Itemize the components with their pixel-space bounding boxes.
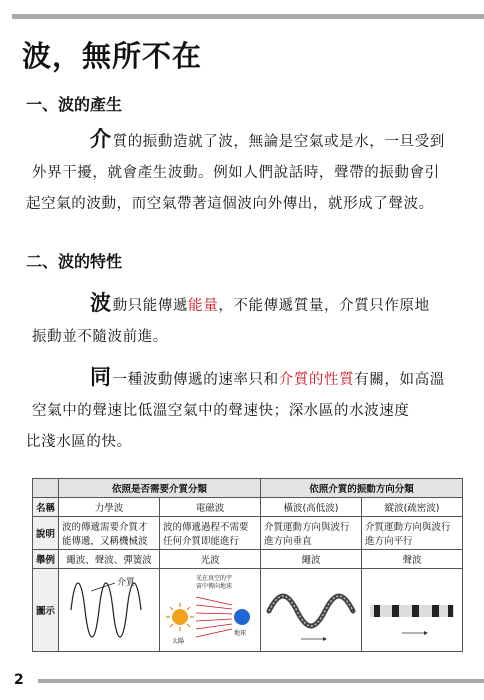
section2-p2-post: 有關，如高溫	[354, 372, 445, 388]
cell-line: 介質運動方向與波行	[264, 522, 350, 533]
section2-p1-lead-char: 波	[90, 291, 112, 315]
light-caption-1: 光在真空的宇	[196, 575, 233, 582]
section1-lead-char: 介	[90, 127, 112, 151]
section1-heading: 一、波的產生	[26, 95, 123, 114]
light-wave-illustration	[160, 569, 261, 652]
table-cell	[160, 517, 261, 550]
row-label-illus: 圖示	[33, 569, 59, 652]
table-cell: 橫波(高低波)	[261, 498, 362, 517]
section2-p1-pre: 動只能傳遞	[112, 298, 189, 314]
section2-p1-line2: 振動並不隨波前進。	[32, 329, 168, 345]
section1-paragraph	[26, 124, 445, 220]
cell-line: 任何介質即能進行	[163, 536, 240, 547]
table-cell: 縱波(疏密波)	[362, 498, 463, 517]
section2-p2-line2: 空氣中的聲速比低溫空氣中的聲速快；深水區的水波速度	[32, 403, 410, 419]
table-cell: 光波	[160, 550, 261, 569]
table-corner	[33, 479, 59, 498]
longitudinal-wave-illustration	[362, 569, 463, 652]
sun-earth-icon	[160, 569, 260, 651]
section2-heading: 二、波的特性	[26, 252, 123, 271]
section2-paragraph1	[26, 288, 430, 353]
table-cell	[59, 517, 160, 550]
mechanical-wave-illustration	[59, 569, 160, 652]
wave-classification-table	[32, 478, 463, 652]
section2-p2-highlight: 介質的性質	[278, 372, 355, 388]
table-row	[33, 569, 463, 652]
earth-icon	[234, 609, 250, 625]
sun-label: 太陽	[172, 638, 185, 645]
cell-line: 進方向垂直	[264, 536, 312, 547]
table-group-medium: 依照是否需要介質分類	[59, 479, 261, 498]
table-row	[33, 550, 463, 569]
bottom-rule	[38, 679, 484, 683]
sun-icon	[166, 603, 194, 631]
table-row	[33, 517, 463, 550]
row-label-name: 名稱	[33, 498, 59, 517]
row-label-example: 舉例	[33, 550, 59, 569]
table-cell: 繩波、聲波、彈簧波	[59, 550, 160, 569]
row-label-desc: 說明	[33, 517, 59, 550]
earth-label: 地球	[234, 630, 247, 637]
table-cell: 聲波	[362, 550, 463, 569]
light-caption-2: 宙中傳向地球	[196, 583, 233, 590]
section1-line3: 起空氣的波動，而空氣帶著這個波向外傳出，就形成了聲波。	[26, 196, 434, 212]
table-cell: 電磁波	[160, 498, 261, 517]
cell-line: 波的傳遞需要介質才	[62, 522, 148, 533]
sine-wave-icon	[59, 569, 159, 651]
section2-p2-lead-char: 同	[90, 365, 112, 389]
compression-wave-icon	[362, 569, 462, 651]
transverse-wave-illustration	[261, 569, 362, 652]
rope-wave-icon	[261, 569, 361, 651]
section2-p1-post: ，不能傳遞質量，介質只作原地	[218, 298, 430, 314]
section2-paragraph2	[26, 362, 445, 458]
cell-line: 介質運動方向與波行	[365, 522, 451, 533]
page-number: 2	[14, 672, 24, 688]
medium-label: 介質	[117, 578, 136, 588]
top-rule	[12, 14, 484, 19]
table-cell	[261, 517, 362, 550]
table-row	[33, 498, 463, 517]
section1-line2: 外界干擾，就會產生波動。例如人們說話時，聲帶的振動會引	[32, 165, 440, 181]
table-cell: 力學波	[59, 498, 160, 517]
table-cell: 繩波	[261, 550, 362, 569]
section2-p2-line3: 比淺水區的快。	[26, 434, 132, 450]
table-cell	[362, 517, 463, 550]
cell-line: 波的傳遞過程不需要	[163, 522, 249, 533]
section2-p1-highlight: 能量	[188, 298, 219, 314]
table-group-row	[33, 479, 463, 498]
page-title: 波，無所不在	[22, 39, 203, 73]
section1-line1: 質的振動造就了波，無論是空氣或是水，一旦受到	[112, 134, 445, 150]
cell-line: 進方向平行	[365, 536, 413, 547]
cell-line: 能傳遞，又稱機械波	[62, 536, 148, 547]
table-group-direction: 依照介質的振動方向分類	[261, 479, 463, 498]
section2-p2-pre: 一種波動傳遞的速率只和	[112, 372, 279, 388]
